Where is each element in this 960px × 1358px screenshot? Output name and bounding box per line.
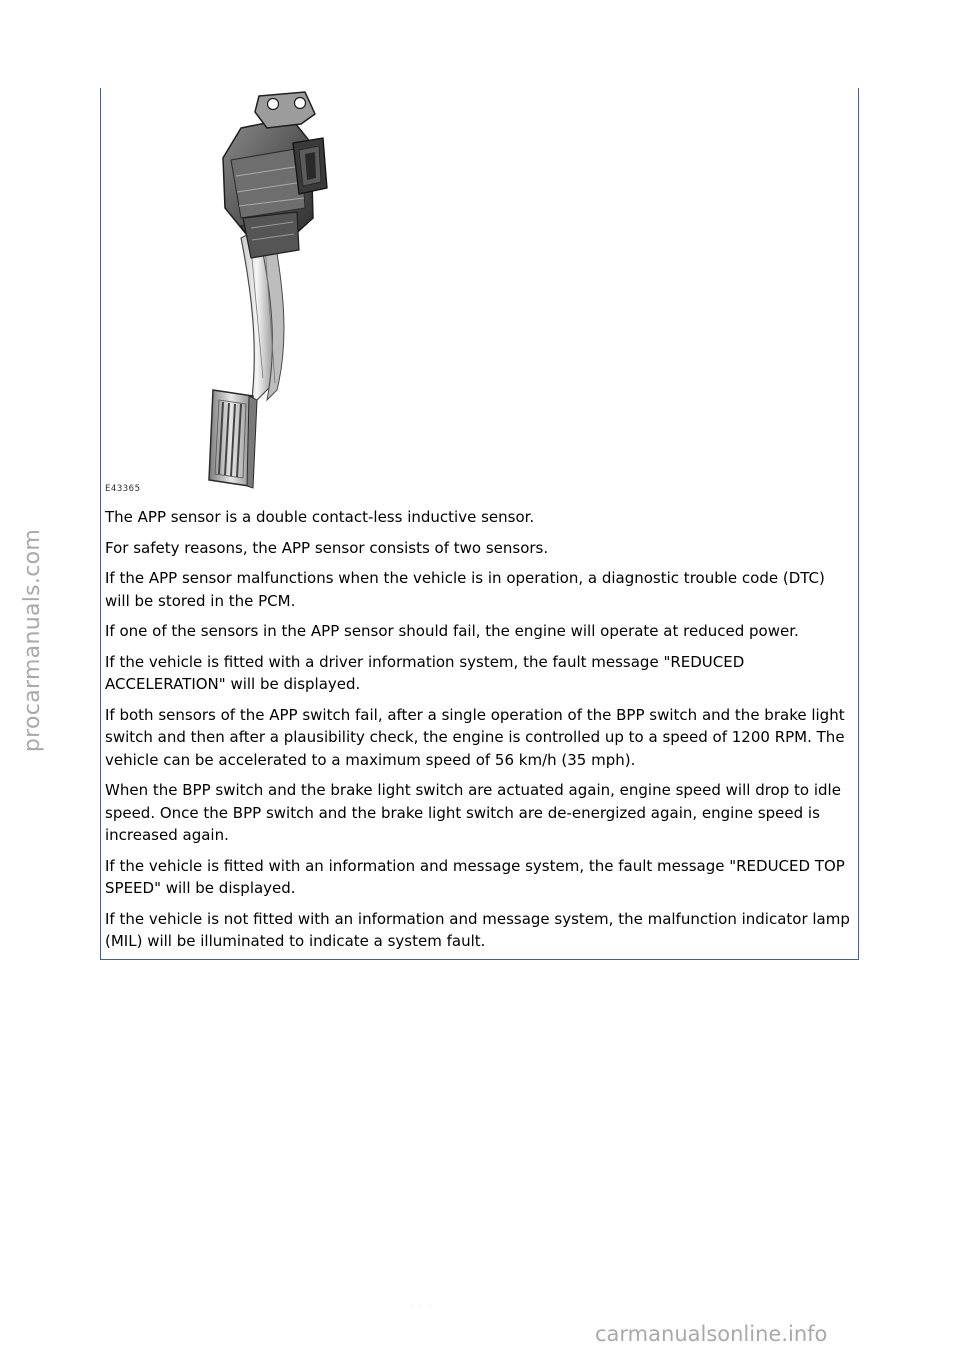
content-frame: [100, 88, 859, 960]
paragraph: If both sensors of the APP switch fail, after a single operation of the BPP switch and the brake light switch and then after a plausibility check, the engine is controlled up to a speed of 1200 RPM. The vehicle can be accelerated to a maximum speed of 56 km/h (35 mph).: [105, 705, 845, 769]
body-text: [105, 506, 853, 961]
paragraph: If the vehicle is fitted with a driver information system, the fault message "REDUCED ACCELERATION" will be displayed.: [105, 652, 745, 693]
procarmanuals-watermark: [8, 430, 58, 850]
paragraph: If the APP sensor malfunctions when the vehicle is in operation, a diagnostic trouble code (DTC) will be stored in the PCM.: [105, 569, 825, 610]
paragraph: If the vehicle is fitted with an information and message system, the fault message "REDUCED TOP SPEED" will be displayed.: [105, 856, 845, 897]
figure-container: [101, 88, 401, 498]
paragraph: The APP sensor is a double contact-less inductive sensor.: [105, 508, 535, 526]
carmanualsonline-watermark: carmanualsonline.info: [595, 1322, 828, 1346]
procarmanuals-watermark-text: procarmanuals.com: [20, 528, 46, 752]
figure-id-label: E43365: [105, 484, 141, 494]
accelerator-pedal-illustration: [101, 88, 401, 498]
paragraph: If one of the sensors in the APP sensor should fail, the engine will operate at reduced power.: [105, 622, 799, 640]
page-marker: · · ·: [410, 1302, 433, 1311]
paragraph: When the BPP switch and the brake light switch are actuated again, engine speed will drop to idle speed. Once the BPP switch and the brake light switch are de-energized again, engine speed is increased again.: [105, 781, 841, 844]
paragraph: For safety reasons, the APP sensor consists of two sensors.: [105, 538, 549, 557]
paragraph: If the vehicle is not fitted with an information and message system, the malfunction indicator lamp (MIL) will be illuminated to indicate a system fault.: [105, 909, 850, 950]
